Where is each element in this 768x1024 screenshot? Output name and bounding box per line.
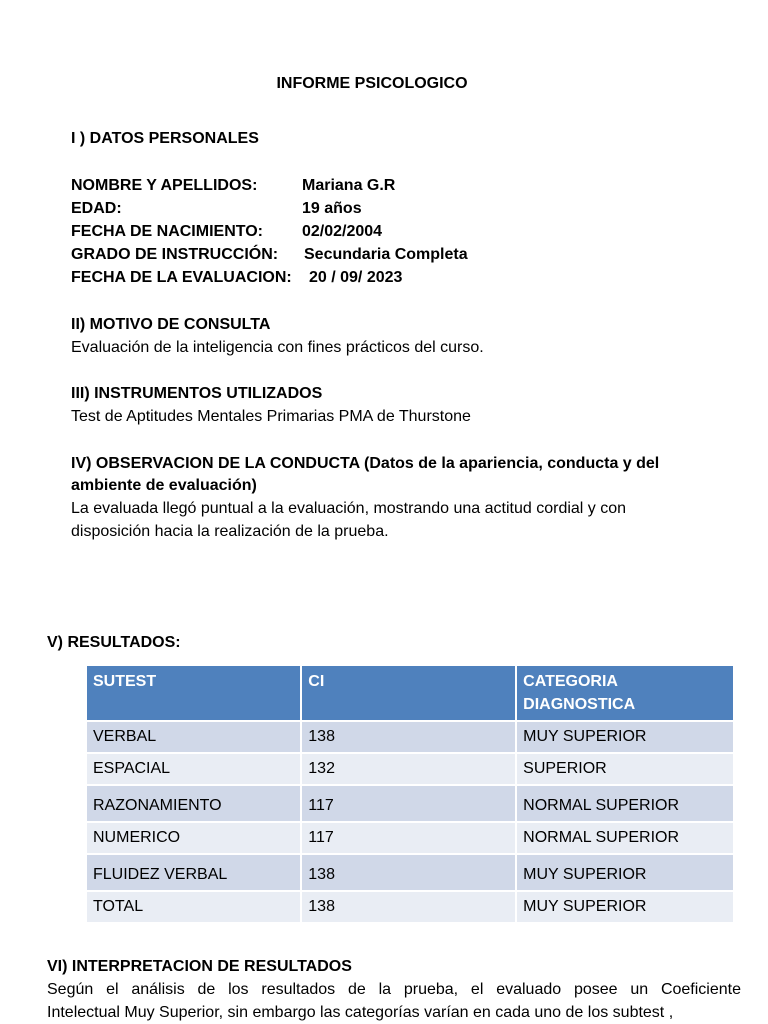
field-row-name (71, 177, 257, 195)
field-label: NOMBRE Y APELLIDOS: (71, 177, 258, 194)
section-instruments-heading: III) INSTRUMENTOS UTILIZADOS (71, 385, 323, 402)
section-interpretation-text-line1: Según el análisis de los resultados de la prueba, el evaluado posee un Coeficiente (47, 981, 741, 998)
table-cell: MUY SUPERIOR (516, 854, 734, 891)
table-row (86, 785, 734, 822)
table-row (86, 721, 734, 753)
field-label: FECHA DE NACIMIENTO: (71, 223, 263, 240)
section-interpretation-text-line2: Intelectual Muy Superior, sin embargo las categorías varían en cada uno de los subtest , (47, 1004, 674, 1021)
field-row-age (71, 200, 122, 218)
table-row (86, 822, 734, 854)
table-header-cell (516, 665, 734, 721)
header-line: DIAGNOSTICA (523, 696, 636, 713)
header-line: CATEGORIA (523, 673, 618, 690)
table-cell: 117 (301, 822, 516, 854)
field-label: FECHA DE LA EVALUACION: (71, 269, 292, 286)
field-label: GRADO DE INSTRUCCIÓN: (71, 246, 279, 263)
section-interpretation-heading: VI) INTERPRETACION DE RESULTADOS (47, 958, 352, 975)
section-personal-data-heading: I ) DATOS PERSONALES (71, 130, 259, 147)
section-observation-text-line2: disposición hacia la realización de la prueba. (71, 523, 389, 540)
table-cell: MUY SUPERIOR (516, 891, 734, 923)
table-cell: NUMERICO (86, 822, 301, 854)
table-header-cell: SUTEST (86, 665, 301, 721)
results-table (85, 664, 735, 924)
table-cell: RAZONAMIENTO (86, 785, 301, 822)
section-observation-text-line1: La evaluada llegó puntual a la evaluación, mostrando una actitud cordial y con (71, 500, 627, 517)
table-cell: FLUIDEZ VERBAL (86, 854, 301, 891)
table-cell: MUY SUPERIOR (516, 721, 734, 753)
report-title: INFORME PSICOLOGICO (276, 75, 468, 92)
field-value-education: Secundaria Completa (304, 246, 468, 263)
field-row-birthdate (71, 223, 263, 241)
table-cell: 132 (301, 753, 516, 785)
field-value-birthdate: 02/02/2004 (302, 223, 383, 240)
field-value-age: 19 años (302, 200, 362, 217)
table-cell: ESPACIAL (86, 753, 301, 785)
field-row-education (71, 246, 278, 264)
table-cell: VERBAL (86, 721, 301, 753)
field-value-eval-date: 20 / 09/ 2023 (309, 269, 403, 286)
table-row (86, 891, 734, 923)
table-cell: NORMAL SUPERIOR (516, 785, 734, 822)
table-cell: 138 (301, 891, 516, 923)
table-header-row (86, 665, 734, 721)
section-results-heading: V) RESULTADOS: (47, 634, 181, 651)
table-cell: TOTAL (86, 891, 301, 923)
table-row (86, 753, 734, 785)
table-cell: 117 (301, 785, 516, 822)
section-reason-text: Evaluación de la inteligencia con fines prácticos del curso. (71, 339, 484, 356)
section-reason-heading: II) MOTIVO DE CONSULTA (71, 316, 271, 333)
field-label: EDAD: (71, 200, 122, 217)
field-value-name: Mariana G.R (302, 177, 396, 194)
table-cell: NORMAL SUPERIOR (516, 822, 734, 854)
table-header-cell: CI (301, 665, 516, 721)
section-observation-heading-line1: IV) OBSERVACION DE LA CONDUCTA (Datos de la apariencia, conducta y del (71, 455, 660, 472)
table-cell: 138 (301, 721, 516, 753)
section-instruments-text: Test de Aptitudes Mentales Primarias PMA de Thurstone (71, 408, 471, 425)
table-row (86, 854, 734, 891)
field-row-eval-date (71, 269, 292, 287)
table-cell: 138 (301, 854, 516, 891)
table-cell: SUPERIOR (516, 753, 734, 785)
section-observation-heading-line2: ambiente de evaluación) (71, 477, 257, 494)
